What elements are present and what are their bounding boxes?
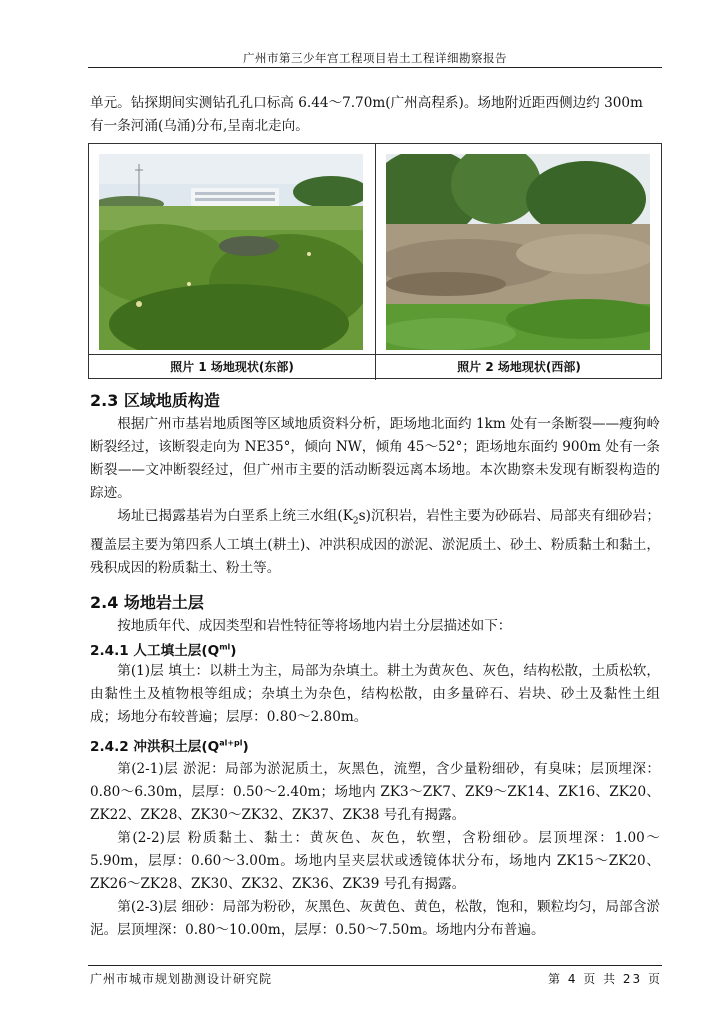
header-rule <box>88 67 662 68</box>
layer-2-1-desc: 第(2-1)层 淤泥：局部为淤泥质土，灰黑色，流塑，含少量粉细砂，有臭味；层顶埋深：0.80～6.30m，层厚：0.50～2.40m；场地内 ZK3～ZK7、ZK9～ZK14、ZK16、ZK20、ZK22、ZK28、ZK30～ZK32、ZK37、ZK38 号孔有揭露。 <box>90 761 660 823</box>
para2-part-b: s)沉积岩，岩性主要为砂砾岩、局部夹有细砂岩；覆盖层主要为第四系人工填土(耕土)、冲洪积成因的淤泥、淤泥质土、砂土、粉质黏土和黏土，残积成因的粉质黏土、粉土等。 <box>90 508 660 576</box>
intro-line-1: 单元。钻探期间实测钻孔孔口标高 6.44～7.70m(广州高程系)。场地附近距西侧边约 300m <box>90 95 643 111</box>
photo-cell-east <box>89 144 376 380</box>
sub2-close: ) <box>242 739 249 755</box>
para2-part-a: 场址已揭露基岩为白垩系上统三水组(K <box>117 508 353 524</box>
para2-subscript: 2 <box>352 516 359 527</box>
section-2-3-heading: 2.3 区域地质构造 <box>90 391 220 410</box>
sub1-close: ) <box>230 643 237 659</box>
photo-east-image <box>99 154 363 350</box>
layer-2-3-desc: 第(2-3)层 细砂：局部为粉砂，灰黑色、灰黄色、黄色，松散，饱和，颗粒均匀，局部含淤泥。层顶埋深：0.80～10.00m，层厚：0.50～7.50m。场地内分布普遍。 <box>90 899 660 938</box>
subsection-2-4-2-body <box>90 758 660 942</box>
intro-line-2: 有一条河涌(乌涌)分布,呈南北走向。 <box>90 118 309 134</box>
intro-text <box>90 92 660 138</box>
section-2-3-body <box>90 413 660 580</box>
section-2-4-heading: 2.4 场地岩土层 <box>90 593 204 612</box>
photo-west-image <box>386 154 650 350</box>
section-2-4-intro: 按地质年代、成因类型和岩性特征等将场地内岩土分层描述如下： <box>117 618 512 634</box>
section-2-3-para-2 <box>90 505 660 580</box>
photo-west <box>386 154 650 350</box>
section-2-3-para-1: 根据广州市基岩地质图等区域地质资料分析，距场地北面约 1km 处有一条断裂——瘦狗岭断裂经过，该断裂走向为 NE35°，倾向 NW，倾角 45～52°；距场地东面约 900m 处有一条断裂——文冲断裂经过，但广州市主要的活动断裂远离本场地。本次勘察未发现有断裂构造的踪迹。 <box>90 416 660 501</box>
subsection-2-4-1-body <box>90 660 660 729</box>
section-2-4-intro-block <box>90 615 660 638</box>
photo-table <box>88 143 662 379</box>
photo-caption-west: 照片 2 场地现状(西部) <box>376 354 662 380</box>
sub1-sup: ml <box>219 642 231 652</box>
subsection-2-4-1-heading <box>90 639 236 659</box>
page-header: 广州市第三少年宫工程项目岩土工程详细勘察报告 <box>243 51 507 65</box>
sub1-heading-text: 2.4.1 人工填土层(Q <box>90 643 220 659</box>
footer-page-number: 第 4 页 共 23 页 <box>548 972 662 986</box>
subsection-2-4-2-heading <box>90 735 249 755</box>
fill-layer-desc: 第(1)层 填土：以耕土为主，局部为杂填土。耕土为黄灰色、灰色，结构松散，土质松软，由黏性土及植物根等组成；杂填土为杂色，结构松散，由多量碎石、岩块、砂土及黏性土组成；场地分布较普遍；层厚：0.80～2.80m。 <box>90 663 660 725</box>
sub2-sup: al+pl <box>219 738 243 748</box>
footer-organization: 广州市城市规划勘测设计研究院 <box>90 972 273 986</box>
photo-caption-east: 照片 1 场地现状(东部) <box>89 354 375 380</box>
sub2-heading-text: 2.4.2 冲洪积土层(Q <box>90 739 220 755</box>
layer-2-2-desc: 第(2-2)层 粉质黏土、黏土：黄灰色、灰色，软塑，含粉细砂。层顶埋深：1.00～5.90m，层厚：0.60～3.00m。场地内呈夹层状或透镜体状分布，场地内 ZK15～ZK20、ZK26～ZK28、ZK30、ZK32、ZK36、ZK39 号孔有揭露。 <box>90 830 660 892</box>
photo-cell-west <box>376 144 662 380</box>
footer-rule <box>88 965 662 966</box>
photo-east <box>99 154 363 350</box>
